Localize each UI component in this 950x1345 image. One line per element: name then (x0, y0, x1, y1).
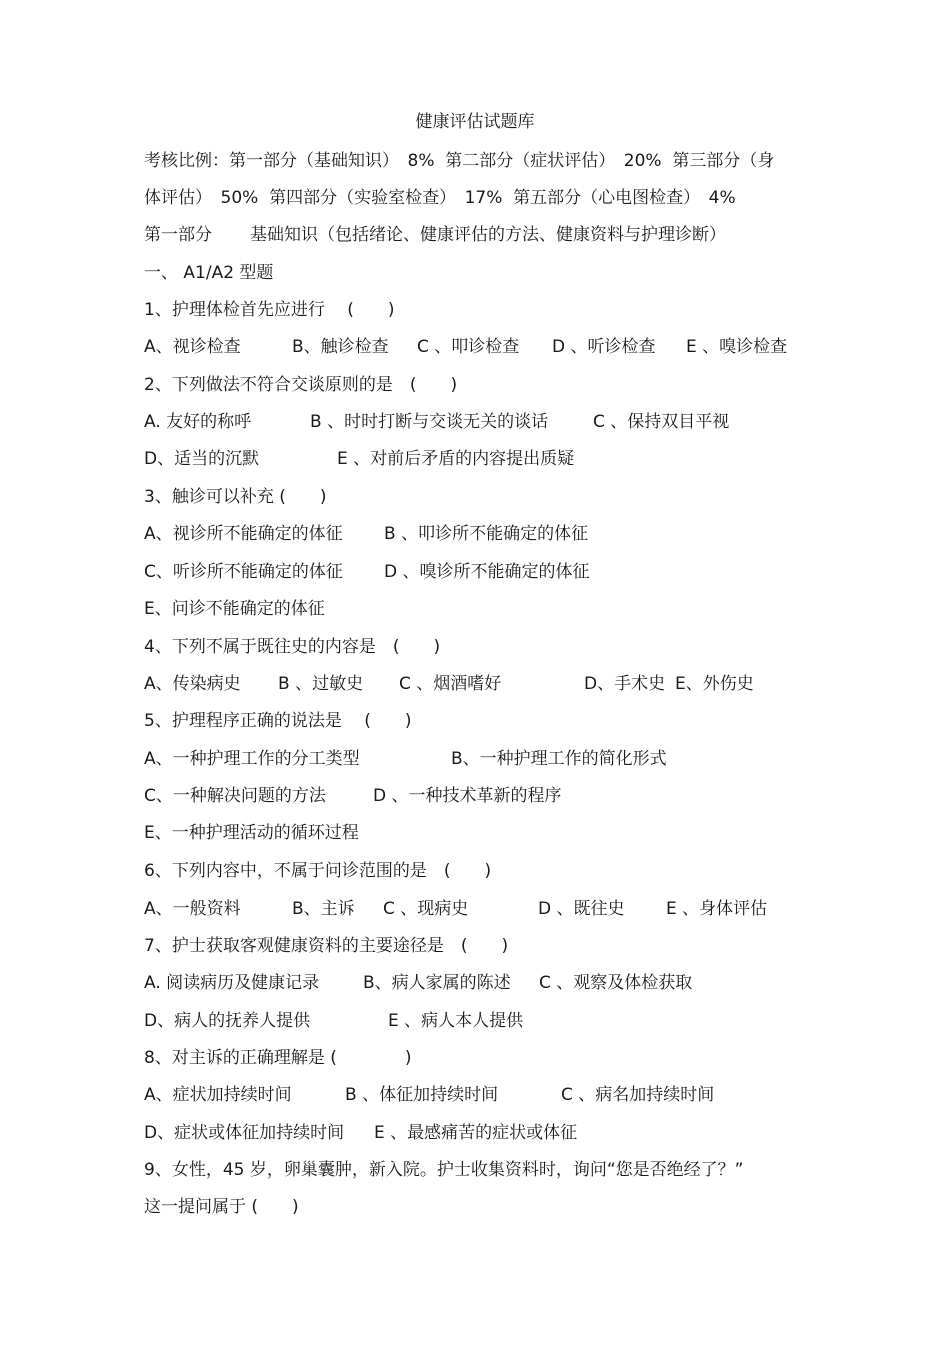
question-2-options-row-2 (144, 447, 824, 471)
question-1-options (144, 335, 824, 359)
question-5-option-a: A、一种护理工作的分工类型 (144, 749, 360, 769)
question-4-stem: 4、下列不属于既往史的内容是 ( ) (144, 637, 441, 657)
part1-heading-label: 第一部分 (144, 225, 212, 245)
question-6-option-a: A、一般资料 (144, 899, 241, 919)
question-5-option-c: C、一种解决问题的方法 (144, 786, 326, 806)
question-5-stem: 5、护理程序正确的说法是 ( ) (144, 711, 412, 731)
question-2-options-row-1 (144, 410, 824, 434)
question-1-option-b: B、触诊检查 (292, 337, 389, 357)
question-5-options-row-1 (144, 747, 824, 771)
question-3-option-a: A、视诊所不能确定的体征 (144, 524, 343, 544)
question-6-option-e: E 、身体评估 (666, 899, 768, 919)
question-2-option-b: B 、时时打断与交谈无关的谈话 (310, 412, 549, 432)
question-6-option-b: B、主诉 (292, 899, 355, 919)
question-2-option-d: D、适当的沉默 (144, 449, 260, 469)
question-4-option-d: D、手术史 (584, 674, 666, 694)
question-7-stem: 7、护士获取客观健康资料的主要途径是 ( ) (144, 936, 509, 956)
question-1-option-e: E 、嗅诊检查 (686, 337, 788, 357)
section-heading: 一、 A1/A2 型题 (144, 263, 274, 283)
question-8-option-e: E 、最感痛苦的症状或体征 (374, 1123, 578, 1143)
question-1-stem: 1、护理体检首先应进行 ( ) (144, 300, 395, 320)
question-7-options-row-1 (144, 971, 824, 995)
question-6-option-d: D 、既往史 (538, 899, 625, 919)
question-4-option-b: B 、过敏史 (278, 674, 364, 694)
question-7-option-b: B、病人家属的陈述 (363, 973, 511, 993)
question-7-option-c: C 、观察及体检获取 (539, 973, 693, 993)
question-8-option-d: D、症状或体征加持续时间 (144, 1123, 345, 1143)
question-3-options-row-2 (144, 560, 824, 584)
question-3-option-b: B 、叩诊所不能确定的体征 (384, 524, 589, 544)
question-2-option-c: C 、保持双目平视 (593, 412, 730, 432)
question-8-options-row-1 (144, 1083, 824, 1107)
intro-line-2: 体评估） 50% 第四部分（实验室检查） 17% 第五部分（心电图检查） 4% (144, 188, 736, 208)
question-6-stem: 6、下列内容中，不属于问诊范围的是 ( ) (144, 861, 492, 881)
question-1-option-a: A、视诊检查 (144, 337, 241, 357)
question-5-option-e: E、一种护理活动的循环过程 (144, 823, 359, 843)
question-4-options (144, 672, 824, 696)
intro-line-1: 考核比例：第一部分（基础知识） 8% 第二部分（症状评估） 20% 第三部分（身 (144, 151, 775, 171)
question-9-stem-line-2: 这一提问属于 ( ) (144, 1197, 299, 1217)
question-8-option-c: C 、病名加持续时间 (561, 1085, 715, 1105)
question-1-option-c: C 、叩诊检查 (417, 337, 520, 357)
question-2-option-e: E 、对前后矛盾的内容提出质疑 (337, 449, 575, 469)
question-6-option-c: C 、现病史 (383, 899, 469, 919)
question-2-option-a: A. 友好的称呼 (144, 412, 252, 432)
question-5-option-b: B、一种护理工作的简化形式 (451, 749, 667, 769)
question-7-option-e: E 、病人本人提供 (388, 1011, 524, 1031)
question-7-option-a: A. 阅读病历及健康记录 (144, 973, 320, 993)
question-8-options-row-2 (144, 1121, 824, 1145)
question-5-option-d: D 、一种技术革新的程序 (373, 786, 562, 806)
question-2-stem: 2、下列做法不符合交谈原则的是 ( ) (144, 375, 458, 395)
question-6-options (144, 897, 824, 921)
question-3-stem: 3、触诊可以补充 ( ) (144, 487, 327, 507)
question-4-option-e: E、外伤史 (675, 674, 754, 694)
question-8-option-b: B 、体征加持续时间 (345, 1085, 499, 1105)
question-3-option-d: D 、嗅诊所不能确定的体征 (384, 562, 590, 582)
part1-heading (144, 223, 844, 247)
question-7-option-d: D、病人的抚养人提供 (144, 1011, 311, 1031)
question-9-stem-line-1: 9、女性，45 岁，卵巢囊肿，新入院。护士收集资料时，询问“您是否绝经了？” (144, 1160, 744, 1180)
question-4-option-c: C 、烟酒嗜好 (399, 674, 502, 694)
question-8-stem: 8、对主诉的正确理解是 ( ) (144, 1048, 412, 1068)
question-3-option-e: E、问诊不能确定的体征 (144, 599, 325, 619)
document-title: 健康评估试题库 (415, 112, 535, 132)
question-4-option-a: A、传染病史 (144, 674, 241, 694)
part1-heading-text: 基础知识（包括绪论、健康评估的方法、健康资料与护理诊断） (250, 225, 726, 245)
question-7-options-row-2 (144, 1009, 824, 1033)
question-3-options-row-1 (144, 522, 824, 546)
question-5-options-row-2 (144, 784, 824, 808)
question-3-option-c: C、听诊所不能确定的体征 (144, 562, 343, 582)
question-1-option-d: D 、听诊检查 (552, 337, 656, 357)
question-8-option-a: A、症状加持续时间 (144, 1085, 292, 1105)
